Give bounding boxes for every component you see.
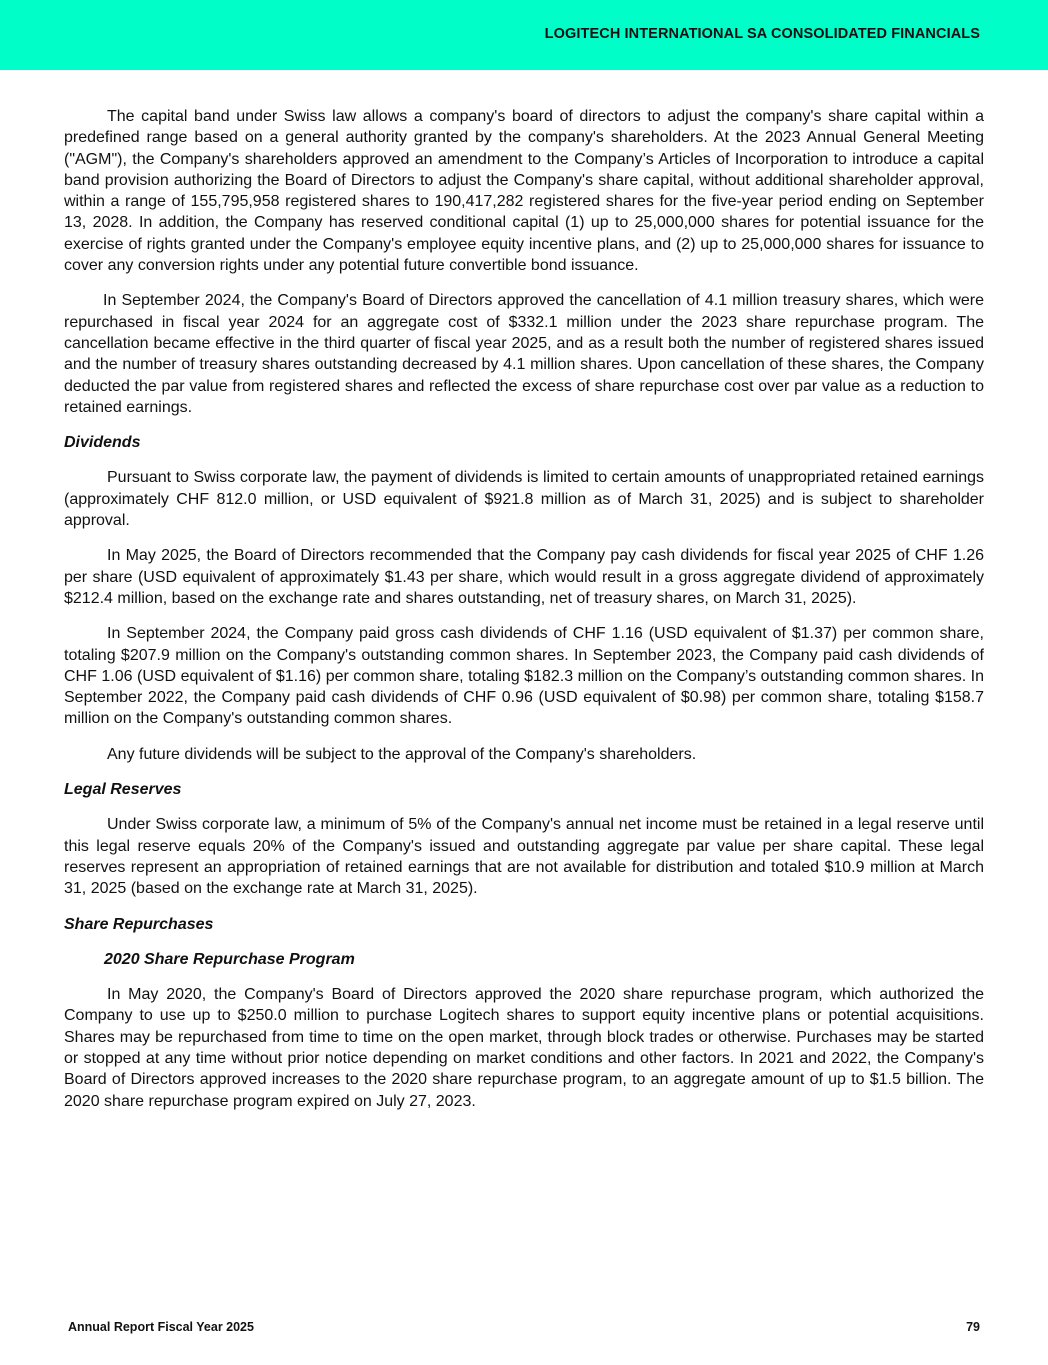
paragraph-2020-program: In May 2020, the Company's Board of Directors approved the 2020 share repurchase program, which authorized the Company to use up to $250.0 million to purchase Logitech shares to support equity incentive plans or potential acquisitions. Shares may be repurchased from time to time on the open market, through block trades or otherwise. Purchases may be started or stopped at any time without prior notice depending on market conditions and other factors. In 2021 and 2022, the Company's Board of Directors approved increases to the 2020 share repurchase program, to an aggregate amount of up to $1.5 billion. The 2020 share repurchase program expired on July 27, 2023. (64, 986, 984, 1110)
page-content (64, 106, 984, 1126)
paragraph-treasury-cancellation: In September 2024, the Company's Board of Directors approved the cancellation of 4.1 million treasury shares, which were repurchased in fiscal year 2024 for an aggregate cost of $332.1 million under the 2023 share repurchase program. The cancellation became effective in the third quarter of fiscal year 2025, and as a result both the number of registered shares issued and the number of treasury shares outstanding decreased by 4.1 million shares. Upon cancellation of these shares, the Company deducted the par value from registered shares and reflected the excess of share repurchase cost over par value as a reduction to retained earnings. (64, 292, 984, 416)
header-band (0, 0, 1048, 70)
paragraph-dividend-law: Pursuant to Swiss corporate law, the payment of dividends is limited to certain amounts of unappropriated retained earnings (approximately CHF 812.0 million, or USD equivalent of $921.8 million as of March 31, 2025) and is subject to shareholder approval. (64, 469, 984, 530)
footer-page-number: 79 (966, 1320, 980, 1334)
footer-report-name: Annual Report Fiscal Year 2025 (68, 1320, 254, 1334)
paragraph-dividend-future: Any future dividends will be subject to the approval of the Company's shareholders. (107, 745, 697, 763)
section-heading-legal-reserves: Legal Reserves (64, 781, 182, 799)
header-title: LOGITECH INTERNATIONAL SA CONSOLIDATED FINANCIALS (544, 26, 980, 42)
paragraph-dividend-recommendation: In May 2025, the Board of Directors recommended that the Company pay cash dividends for fiscal year 2025 of CHF 1.26 per share (USD equivalent of approximately $1.43 per share, which would result in a gross aggregate dividend of approximately $212.4 million, based on the exchange rate and shares outstanding, net of treasury shares, on March 31, 2025). (64, 547, 984, 607)
subsection-heading-2020-program: 2020 Share Repurchase Program (104, 950, 355, 968)
paragraph-capital-band: The capital band under Swiss law allows a company's board of directors to adjust the company's share capital within a predefined range based on a general authority granted by the company's shareholders. At the 2023 Annual General Meeting ("AGM"), the Company's shareholders approved an amendment to the Company’s Articles of Incorporation to introduce a capital band provision authorizing the Board of Directors to adjust the Company's share capital, without additional shareholder approval, within a range of 155,795,958 registered shares to 190,417,282 registered shares for the five-year period ending on September 13, 2028. In addition, the Company has reserved conditional capital (1) up to 25,000,000 shares for potential issuance for the exercise of rights granted under the Company's employee equity incentive plans, and (2) up to 25,000,000 shares for issuance to cover any conversion rights under any potential future convertible bond issuance. (64, 108, 984, 275)
section-heading-dividends: Dividends (64, 434, 141, 452)
section-heading-share-repurchases: Share Repurchases (64, 915, 214, 933)
paragraph-dividend-history: In September 2024, the Company paid gross cash dividends of CHF 1.16 (USD equivalent of $1.37) per common share, totaling $207.9 million on the Company's outstanding common shares. In September 2023, the Company paid cash dividends of CHF 1.06 (USD equivalent of $1.16) per common share, totaling $182.3 million on the Company’s outstanding common shares. In September 2022, the Company paid cash dividends of CHF 0.96 (USD equivalent of $0.98) per common share, totaling $158.7 million on the Company's outstanding common shares. (64, 625, 984, 728)
paragraph-legal-reserves: Under Swiss corporate law, a minimum of 5% of the Company's annual net income must be retained in a legal reserve until this legal reserve equals 20% of the Company's issued and outstanding aggregate par value per share capital. These legal reserves represent an appropriation of retained earnings that are not available for distribution and totaled $10.9 million at March 31, 2025 (based on the exchange rate at March 31, 2025). (64, 816, 984, 898)
